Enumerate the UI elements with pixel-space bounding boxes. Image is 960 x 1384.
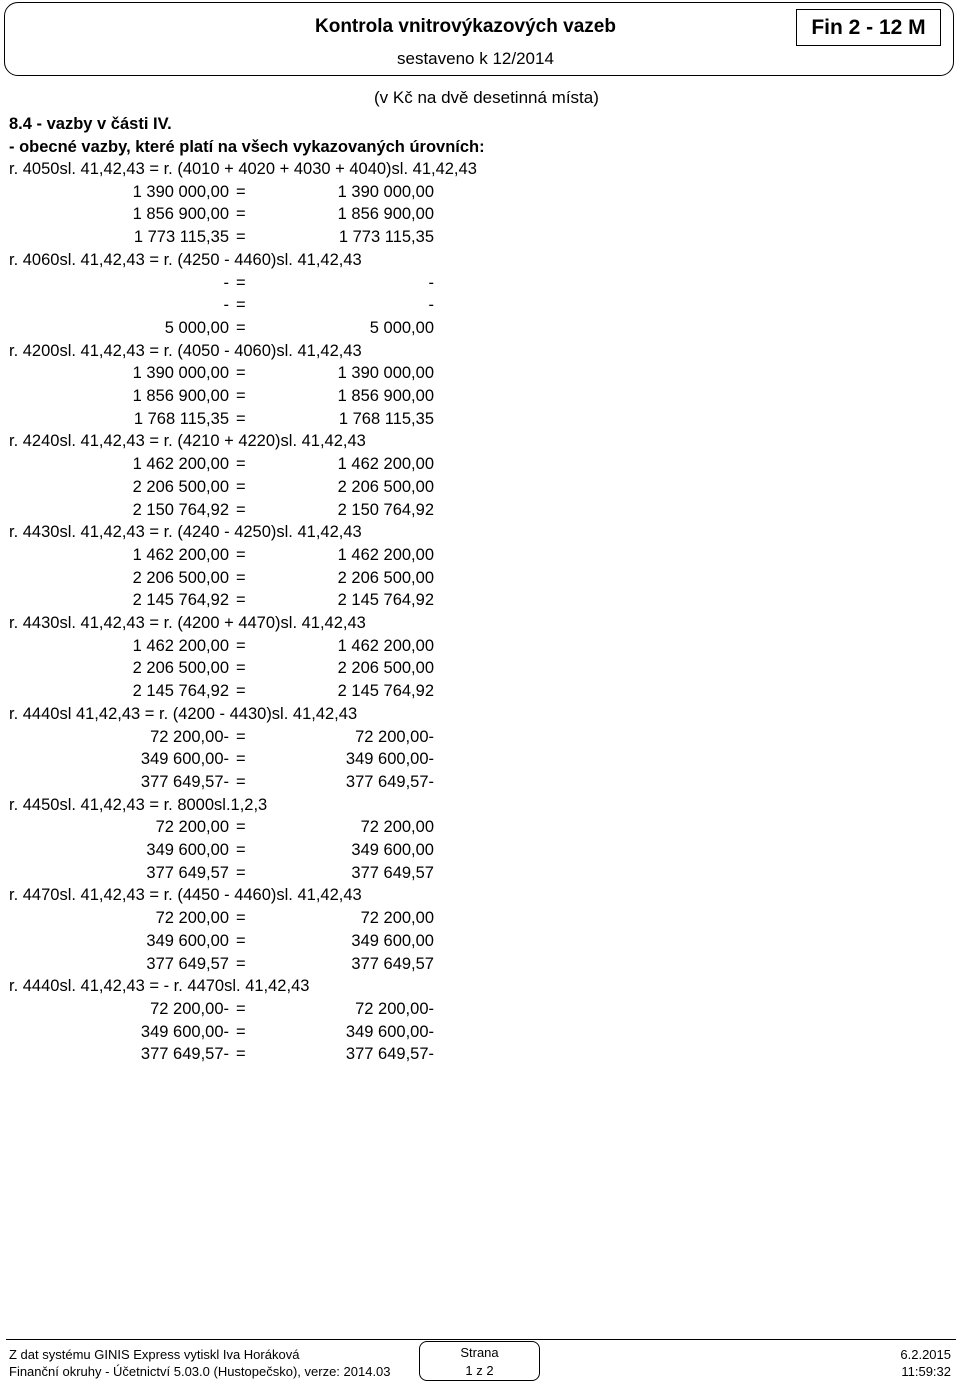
equals-sign: = (236, 772, 246, 791)
value-right: 1 856 900,00 (337, 205, 434, 224)
footer-divider (6, 1339, 956, 1340)
value-left: 377 649,57 (146, 863, 229, 882)
equals-sign: = (236, 364, 246, 383)
value-right: 2 206 500,00 (337, 659, 434, 678)
value-right: 377 649,57 (351, 863, 434, 882)
value-right: 1 462 200,00 (337, 545, 434, 564)
equals-sign: = (236, 568, 246, 587)
value-right: 2 145 764,92 (337, 591, 434, 610)
value-right: 72 200,00- (355, 727, 434, 746)
rule-formula: r. 4200sl. 41,42,43 = r. (4050 - 4060)sl. 41,42,43 (9, 341, 362, 360)
value-left: - (223, 296, 229, 315)
footer-date: 6.2.2015 (900, 1347, 951, 1362)
rule-formula: r. 4430sl. 41,42,43 = r. (4200 + 4470)sl. 41,42,43 (9, 614, 366, 632)
rule-formula: r. 4050sl. 41,42,43 = r. (4010 + 4020 + 4030 + 4040)sl. 41,42,43 (9, 160, 477, 178)
rule-formula: r. 4430sl. 41,42,43 = r. (4240 - 4250)sl. 41,42,43 (9, 523, 362, 542)
equals-sign: = (236, 818, 246, 837)
equals-sign: = (236, 182, 246, 201)
page-indicator (419, 1341, 540, 1381)
page-label: Strana (460, 1345, 499, 1360)
equals-sign: = (236, 409, 246, 428)
footer-system-info: Finanční okruhy - Účetnictví 5.03.0 (Hustopečsko), verze: 2014.03 (9, 1364, 391, 1379)
equals-sign: = (236, 1045, 246, 1064)
value-right: 1 390 000,00 (337, 364, 434, 383)
value-right: - (428, 296, 434, 315)
rule-formula: r. 4440sl 41,42,43 = r. (4200 - 4430)sl. 41,42,43 (9, 704, 358, 723)
value-right: 377 649,57- (345, 772, 434, 791)
equals-sign: = (236, 999, 246, 1018)
value-right: 72 200,00 (360, 818, 434, 837)
value-left: 377 649,57 (146, 954, 229, 973)
value-left: 377 649,57- (140, 1045, 229, 1064)
value-right: 349 600,00- (345, 750, 434, 769)
value-left: 72 200,00- (150, 999, 229, 1018)
equals-sign: = (236, 318, 246, 337)
rule-formula: r. 4470sl. 41,42,43 = r. (4450 - 4460)sl. 41,42,43 (9, 886, 362, 905)
equals-sign: = (236, 500, 246, 519)
value-right: 1 462 200,00 (337, 455, 434, 474)
value-right: 349 600,00- (345, 1022, 434, 1041)
equals-sign: = (236, 545, 246, 564)
value-right: 349 600,00 (351, 931, 434, 950)
value-right: 349 600,00 (351, 841, 434, 859)
value-left: 2 145 764,92 (132, 682, 229, 701)
value-left: 1 768 115,35 (133, 409, 229, 428)
value-left: 1 390 000,00 (132, 182, 229, 201)
value-left: 1 462 200,00 (132, 545, 229, 564)
value-left: 2 206 500,00 (132, 477, 229, 496)
value-right: 377 649,57 (351, 954, 434, 973)
footer-printed-by: Z dat systému GINIS Express vytiskl Iva Horáková (9, 1347, 300, 1362)
value-left: 72 200,00 (155, 909, 229, 928)
value-right: 72 200,00- (355, 999, 434, 1018)
value-right: - (428, 273, 434, 292)
value-right: 2 206 500,00 (337, 568, 434, 587)
value-left: 349 600,00 (146, 931, 229, 950)
value-left: 349 600,00- (140, 1022, 229, 1041)
value-left: 2 206 500,00 (132, 659, 229, 678)
value-right: 2 150 764,92 (337, 500, 434, 519)
rule-formula: r. 4240sl. 41,42,43 = r. (4210 + 4220)sl. 41,42,43 (9, 432, 366, 451)
value-left: 1 462 200,00 (132, 455, 229, 474)
value-left: 2 145 764,92 (132, 591, 229, 610)
equals-sign: = (236, 636, 246, 655)
value-left: 72 200,00 (155, 818, 229, 837)
value-right: 1 462 200,00 (337, 636, 434, 655)
equals-sign: = (236, 455, 246, 474)
report-period: sestaveno k 12/2014 (397, 49, 554, 68)
equals-sign: = (236, 841, 246, 859)
units-note: (v Kč na dvě desetinná místa) (374, 88, 599, 107)
value-right: 377 649,57- (345, 1045, 434, 1064)
value-right: 72 200,00 (360, 909, 434, 928)
report-title: Kontrola vnitrovýkazových vazeb (315, 16, 616, 37)
equals-sign: = (236, 477, 246, 496)
value-right: 2 206 500,00 (337, 477, 434, 496)
equals-sign: = (236, 659, 246, 678)
value-left: 2 150 764,92 (132, 500, 229, 519)
equals-sign: = (236, 909, 246, 928)
value-right: 1 773 115,35 (338, 228, 434, 247)
value-left: 1 856 900,00 (132, 387, 229, 405)
value-left: - (223, 273, 229, 292)
equals-sign: = (236, 1022, 246, 1041)
equals-sign: = (236, 750, 246, 769)
equals-sign: = (236, 682, 246, 701)
value-left: 2 206 500,00 (132, 568, 229, 587)
value-left: 1 773 115,35 (133, 228, 229, 247)
value-right: 1 390 000,00 (337, 182, 434, 201)
equals-sign: = (236, 387, 246, 405)
value-right: 2 145 764,92 (337, 682, 434, 701)
equals-sign: = (236, 228, 246, 247)
rule-formula: r. 4440sl. 41,42,43 = - r. 4470sl. 41,42,43 (9, 977, 310, 996)
value-left: 1 390 000,00 (132, 364, 229, 383)
value-left: 72 200,00- (150, 727, 229, 746)
value-right: 5 000,00 (369, 318, 434, 337)
value-left: 5 000,00 (164, 318, 229, 337)
equals-sign: = (236, 931, 246, 950)
equals-sign: = (236, 591, 246, 610)
equals-sign: = (236, 727, 246, 746)
section-heading: 8.4 - vazby v části IV. (9, 115, 172, 133)
value-left: 349 600,00 (146, 841, 229, 859)
equals-sign: = (236, 954, 246, 973)
equals-sign: = (236, 273, 246, 292)
value-right: 1 856 900,00 (337, 387, 434, 405)
footer-time: 11:59:32 (901, 1364, 951, 1379)
report-code-badge: Fin 2 - 12 M (796, 9, 941, 46)
equals-sign: = (236, 205, 246, 224)
value-left: 1 856 900,00 (132, 205, 229, 224)
section-subheading: - obecné vazby, které platí na všech vykazovaných úrovních: (9, 138, 485, 156)
rule-formula: r. 4060sl. 41,42,43 = r. (4250 - 4460)sl. 41,42,43 (9, 250, 362, 269)
page-number: 1 z 2 (465, 1363, 494, 1378)
rule-formula: r. 4450sl. 41,42,43 = r. 8000sl.1,2,3 (9, 795, 268, 814)
value-right: 1 768 115,35 (338, 409, 434, 428)
value-left: 349 600,00- (140, 750, 229, 769)
equals-sign: = (236, 296, 246, 315)
value-left: 1 462 200,00 (132, 636, 229, 655)
value-left: 377 649,57- (140, 772, 229, 791)
equals-sign: = (236, 863, 246, 882)
